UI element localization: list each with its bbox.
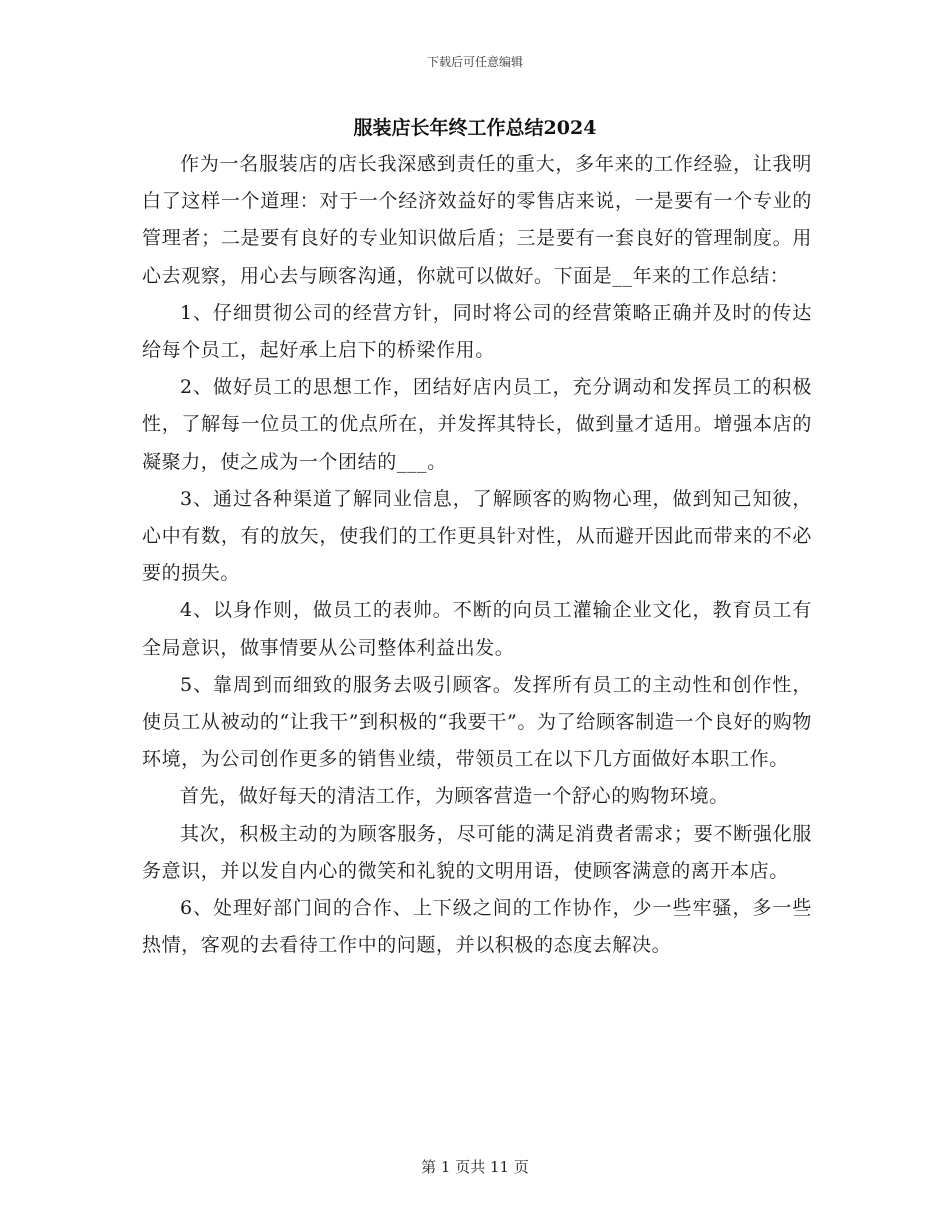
paragraph-item-5: 5、靠周到而细致的服务去吸引顾客。发挥所有员工的主动性和创作性，使员工从被动的“让我干”到积极的“我要干”。为了给顾客制造一个良好的购物环境，为公司创作更多的销售业绩，带领员工在以下几方面做好本职工作。 xyxy=(142,673,812,771)
paragraph-second: 其次，积极主动的为顾客服务，尽可能的满足消费者需求；要不断强化服务意识，并以发自内心的微笑和礼貌的文明用语，使顾客满意的离开本店。 xyxy=(142,822,812,882)
header-note: 下载后可任意编辑 xyxy=(426,55,523,69)
paragraph-item-1: 1、仔细贯彻公司的经营方针，同时将公司的经营策略正确并及时的传达给每个员工，起好承上启下的桥梁作用。 xyxy=(142,301,812,362)
paragraph-intro: 作为一名服装店的店长我深感到责任的重大，多年来的工作经验，让我明白了这样一个道理：对于一个经济效益好的零售店来说，一是要有一个专业的管理者；二是要有良好的专业知识做后盾；三是要有一套良好的管理制度。用心去观察，用心去与顾客沟通，你就可以做好。下面是__年来的工作总结： xyxy=(142,153,812,287)
document-body xyxy=(142,146,812,964)
document-title: 服装店长年终工作总结2024 xyxy=(353,117,597,139)
paragraph-first: 首先，做好每天的清洁工作，为顾客营造一个舒心的购物环境。 xyxy=(180,785,729,808)
paragraph-item-6: 6、处理好部门间的合作、上下级之间的工作协作，少一些牢骚，多一些热情，客观的去看待工作中的问题，并以积极的态度去解决。 xyxy=(142,897,812,957)
paragraph-item-4: 4、以身作则，做员工的表帅。不断的向员工灌输企业文化，教育员工有全局意识，做事情要从公司整体利益出发。 xyxy=(142,599,812,659)
paragraph-item-2: 2、做好员工的思想工作，团结好店内员工，充分调动和发挥员工的积极性，了解每一位员工的优点所在，并发挥其特长，做到量才适用。增强本店的凝聚力，使之成为一个团结的___。 xyxy=(142,376,812,473)
page-number: 第 1 页共 11 页 xyxy=(421,1158,529,1176)
paragraph-item-3: 3、通过各种渠道了解同业信息，了解顾客的购物心理，做到知己知彼，心中有数，有的放矢，使我们的工作更具针对性，从而避开因此而带来的不必要的损失。 xyxy=(142,487,812,585)
